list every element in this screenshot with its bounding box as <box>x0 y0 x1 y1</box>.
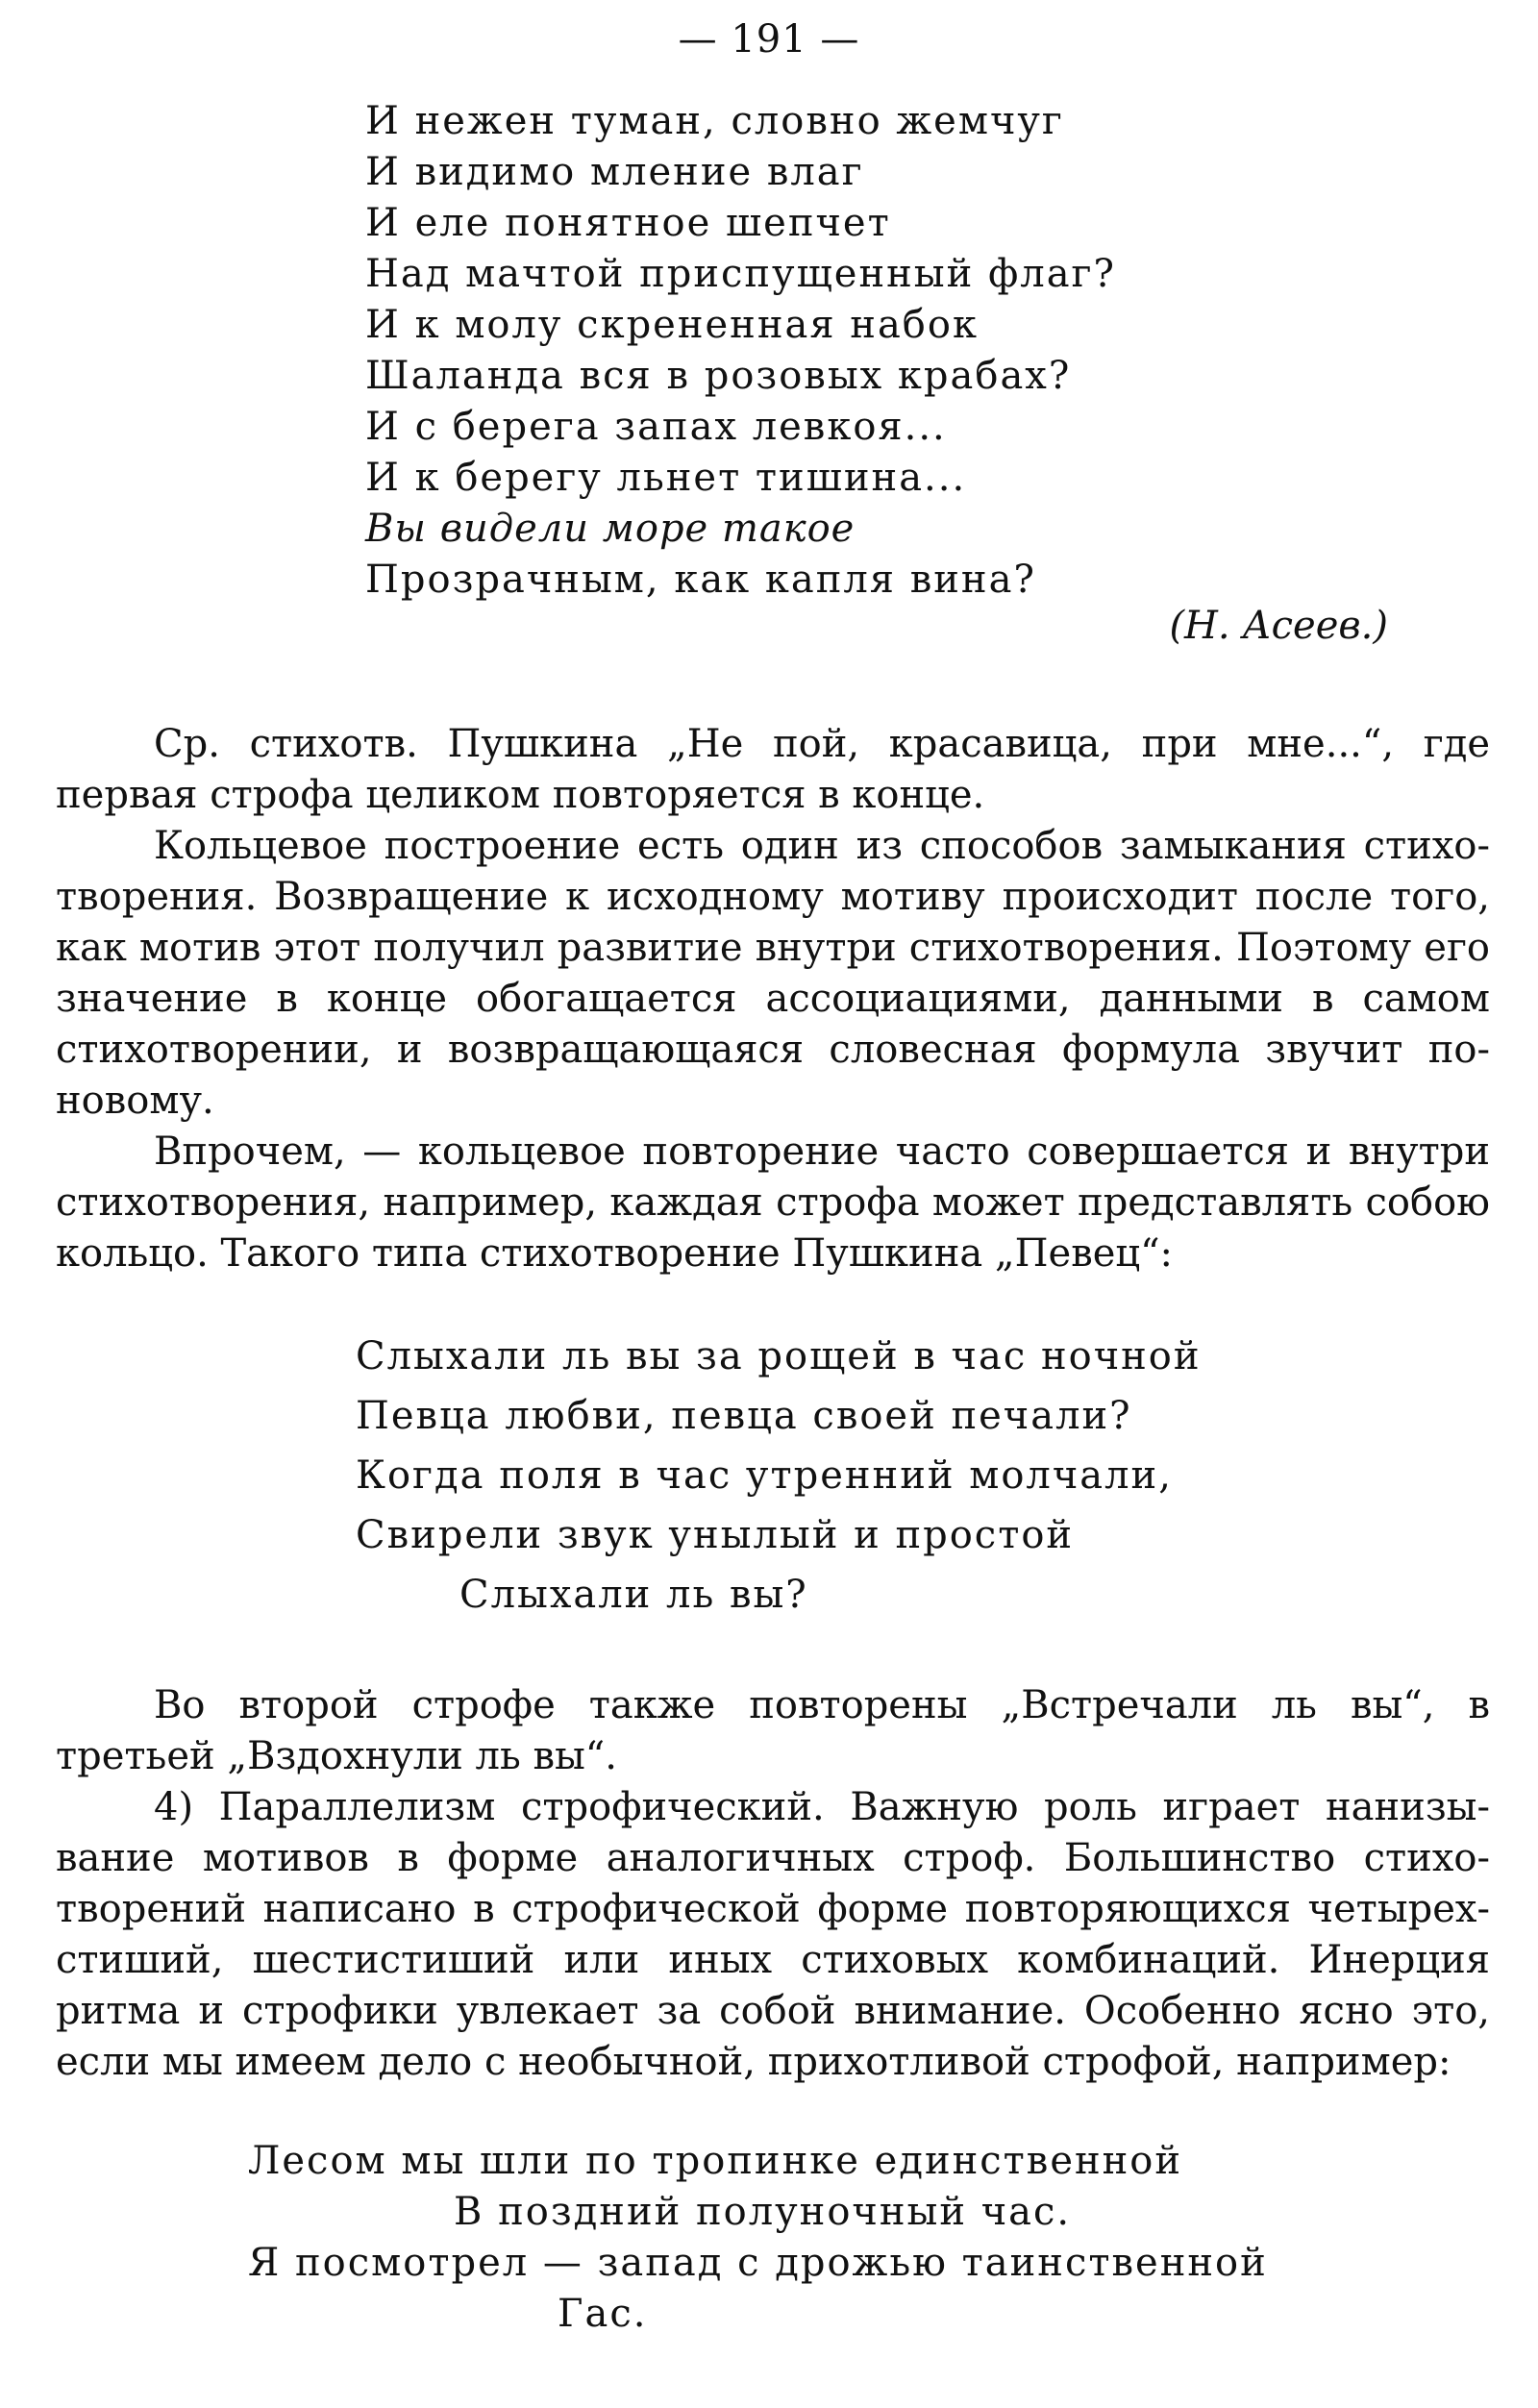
verse-line: Я посмотрел — запад с дрожью таинственной <box>248 2241 1268 2285</box>
paragraph: Во второй строфе также повторены „Встречали ль вы“, в третьей „Вздохнули ль вы“. <box>56 1683 1490 1778</box>
verse-line: И к берегу льнет тишина... <box>365 456 967 500</box>
verse-line: Шаланда вся в розовых крабах? <box>365 354 1072 398</box>
verse-line: Певца любви, певца своей печали? <box>356 1394 1132 1438</box>
poem-asseev <box>365 96 1116 606</box>
verse-line: Прозрачным, как капля вина? <box>365 558 1036 602</box>
paragraph: Ср. стихотв. Пушкина „Не пой, красавица, при мне...“, где первая строфа целиком повторяется в конце. <box>56 722 1490 817</box>
verse-line: Слыхали ль вы за рощей в час ночной <box>356 1334 1202 1378</box>
poem-attribution: (Н. Асеев.) <box>1169 604 1388 648</box>
verse-line-indented: Гас. <box>558 2292 648 2336</box>
paragraph: Впрочем, — кольцевое повторение часто совершается и внутри стихотворения, например, каждая строфа может представлять собою кольцо. Такого типа стихотворение Пушкина „Певец“: <box>56 1130 1490 1276</box>
verse-line: Над мачтой приспущенный флаг? <box>365 252 1116 296</box>
verse-line: И нежен туман, словно жемчуг <box>365 99 1064 143</box>
verse-line-indented: В поздний полуночный час. <box>454 2190 1072 2234</box>
verse-line-indented: Слыхали ль вы? <box>459 1573 808 1617</box>
verse-line: Лесом мы шли по тропинке единственной <box>248 2139 1183 2183</box>
verse-line: Когда поля в час утренний молчали, <box>356 1453 1173 1498</box>
verse-line: Свирели звук унылый и простой <box>356 1513 1075 1557</box>
poem-pushkin-pevets <box>356 1327 1202 1625</box>
verse-line: И с берега запах левкоя... <box>365 405 947 449</box>
page-number: — 191 — <box>678 17 860 62</box>
verse-line: И к молу скрененная набок <box>365 303 979 347</box>
paragraph: Кольцевое построение есть один из способов замыкания стихотворения. Возвращение к исходному мотиву происходит после того, как мотив этот получил развитие внутри стихотворения. Поэтому его значение в конце обогащается ассоциациями, данными в самом стихотворении, и возвращающаяся словесная формула звучит поновому. <box>56 824 1490 1123</box>
verse-line: И видимо мление влаг <box>365 150 864 194</box>
paragraph: 4) Параллелизм строфический. Важную роль играет нанизывание мотивов в форме аналогичных строф. Большинство стихотворений написано в строфической форме повторяющихся четырехстиший, шестистиший или иных стиховых комбинаций. Инерция ритма и строфики увлекает за собой внимание. Особенно ясно это, если мы имеем дело с необычной, прихотливой строфой, например: <box>56 1785 1490 2084</box>
prose-block-1 <box>56 719 1490 1279</box>
verse-line-italic: Вы видели море такое <box>365 507 856 551</box>
poem-stanza-example <box>248 2136 1268 2340</box>
prose-block-2 <box>56 1680 1490 2088</box>
verse-line: И еле понятное шепчет <box>365 201 891 245</box>
